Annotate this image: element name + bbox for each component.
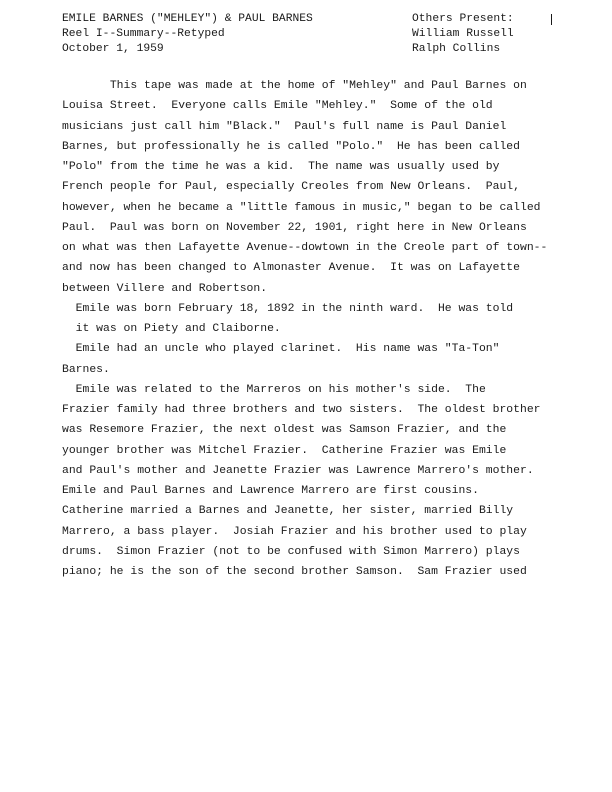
header-reel: Reel I--Summary--Retyped — [62, 28, 225, 40]
text-line: and Paul's mother and Jeanette Frazier was Lawrence Marrero's mother. — [62, 464, 534, 477]
text-line: younger brother was Mitchel Frazier. Catherine Frazier was Emile — [62, 444, 507, 457]
text-line: drums. Simon Frazier (not to be confused with Simon Marrero) plays — [62, 545, 520, 558]
text-line: Louisa Street. Everyone calls Emile "Mehley." Some of the old — [62, 100, 493, 113]
text-line: was Resemore Frazier, the next oldest was Samson Frazier, and the — [62, 424, 507, 437]
others-present — [412, 12, 514, 57]
margin-mark — [551, 14, 552, 25]
text-line: musicians just call him "Black." Paul's full name is Paul Daniel — [62, 120, 507, 133]
text-line: Emile and Paul Barnes and Lawrence Marrero are first cousins. — [62, 485, 479, 497]
text-line: Barnes. — [62, 363, 110, 376]
text-line: Barnes, but professionally he is called "Polo." He has been called — [62, 140, 520, 153]
text-line: This tape was made at the home of "Mehley" and Paul Barnes on — [62, 80, 527, 92]
others-present-label: Others Present: — [412, 13, 514, 25]
header-date: October 1, 1959 — [62, 43, 164, 55]
others-present-name: Ralph Collins — [412, 43, 501, 55]
text-line: Catherine married a Barnes and Jeanette, her sister, married Billy — [62, 505, 514, 518]
text-line: it was on Piety and Claiborne. — [62, 323, 281, 335]
text-line: Emile was related to the Marreros on his mother's side. The — [62, 383, 486, 396]
text-line: "Polo" from the time he was a kid. The name was usually used by — [62, 161, 500, 173]
text-line: Marrero, a bass player. Josiah Frazier and his brother used to play — [62, 525, 527, 538]
text-line: Frazier family had three brothers and two sisters. The oldest brother — [62, 404, 541, 416]
document-header — [62, 12, 313, 57]
others-present-name: William Russell — [412, 28, 514, 40]
text-line: however, when he became a "little famous in music," began to be called — [62, 201, 541, 214]
text-line: and now has been changed to Almonaster Avenue. It was on Lafayette — [62, 262, 520, 275]
text-line: Paul. Paul was born on November 22, 1901, right here in New Orleans — [62, 221, 527, 234]
text-line: on what was then Lafayette Avenue--dowtown in the Creole part of town-- — [62, 242, 548, 254]
text-line: French people for Paul, especially Creoles from New Orleans. Paul, — [62, 181, 520, 194]
text-line: Emile was born February 18, 1892 in the ninth ward. He was told — [62, 302, 514, 315]
summary-text — [62, 76, 592, 582]
header-title: EMILE BARNES ("MEHLEY") & PAUL BARNES — [62, 13, 313, 25]
text-line: between Villere and Robertson. — [62, 282, 268, 295]
text-line: Emile had an uncle who played clarinet. His name was "Ta-Ton" — [62, 343, 500, 356]
text-line: piano; he is the son of the second brother Samson. Sam Frazier used — [62, 566, 527, 578]
